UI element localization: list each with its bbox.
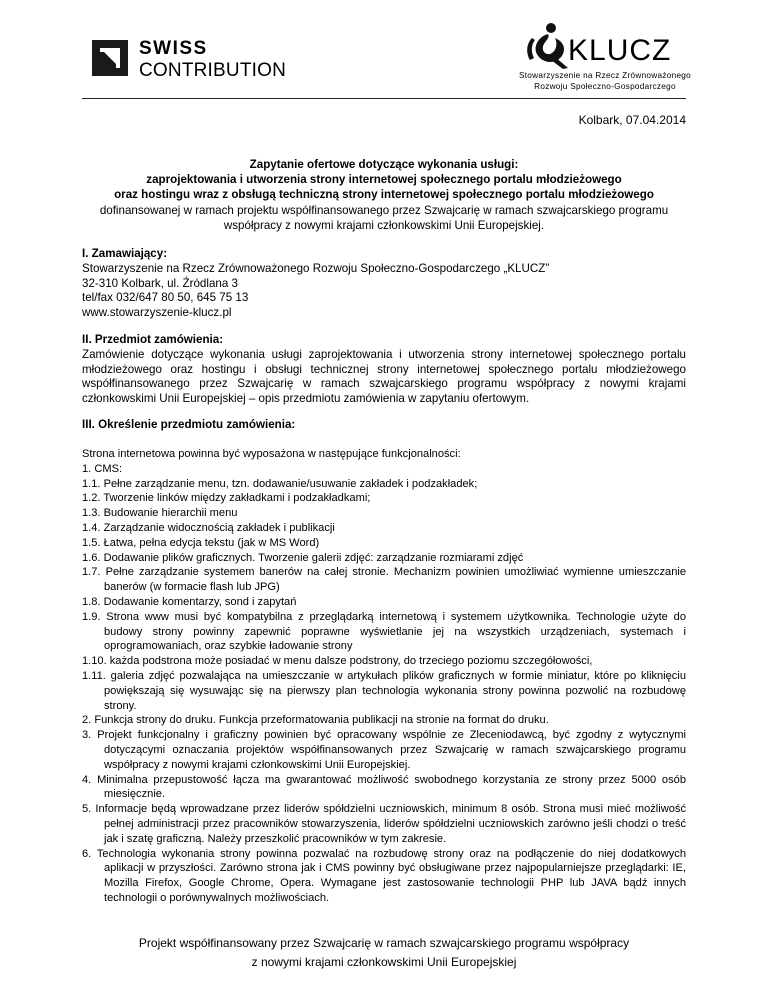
section-2-heading: II. Przedmiot zamówienia: <box>82 333 224 346</box>
footer-line-1: Projekt współfinansowany przez Szwajcarię w ramach szwajcarskiego programu współpracy <box>138 936 630 950</box>
list-item: 2. Funkcja strony do druku. Funkcja przeformatowania publikacji na stronie na format do druku. <box>82 714 549 727</box>
section-1-line: 32-310 Kolbark, ul. Źródlana 3 <box>82 276 238 290</box>
section-1-line: Stowarzyszenie na Rzecz Zrównoważonego Rozwoju Społeczno-Gospodarczego „KLUCZ” <box>82 261 550 275</box>
title-line-1: Zapytanie ofertowe dotyczące wykonania usługi: <box>249 158 519 171</box>
section-przedmiot <box>82 333 686 407</box>
document-date: Kolbark, 07.04.2014 <box>578 113 686 127</box>
list-item: 1.1. Pełne zarządzanie menu, tzn. dodawanie/usuwanie zakładek i podzakładek; <box>82 477 478 490</box>
list-item: 6. Technologia wykonania strony powinna pozwalać na rozbudowę strony oraz na podłączenie do niej dodatkowych aplikacji w przyszłości. Zarówno strona jak i CMS powinny być obsługiwane przez najpopularniejsze przeglądarki: IE, Mozilla Firefox, Google Chrome, Opera. Wymagane jest zastosowanie technologii PHP lub JAVA bądź innych technologii o porównywalnych możliwościach. <box>82 847 686 904</box>
klucz-logo <box>500 22 710 92</box>
list-item: 1.6. Dodawanie plików graficznych. Tworzenie galerii zdjęć: zarządzanie rozmiarami zdjęć <box>82 551 524 564</box>
title-line-2: zaprojektowania i utworzenia strony internetowej społecznego portalu młodzieżowego <box>146 173 622 187</box>
title-line-4: dofinansowanej w ramach projektu współfinansowanego przez Szwajcarię w ramach szwajcarskiego programu współpracy z nowymi krajami członkowskimi Unii Europejskiej. <box>99 203 669 232</box>
section-2-text: Zamówienie dotyczące wykonania usługi zaprojektowania i utworzenia strony internetowej społecznego portalu młodzieżowego oraz hostingu i obsługi technicznej strony internetowej społecznego portalu młodzieżowego współfinansowanego przez Szwajcarię w ramach szwajcarskiego programu współpracy z nowymi krajami członkowskimi Unii Europejskiej – opis przedmiotu zamówienia w zapytaniu ofertowym. <box>82 347 686 406</box>
list-item: 1.4. Zarządzanie widocznością zakładek i publikacji <box>82 521 335 534</box>
section-okreslenie-heading <box>82 418 686 433</box>
list-item: 1.8. Dodawanie komentarzy, sond i zapytań <box>82 595 297 608</box>
section-1-line: tel/fax 032/647 80 50, 645 75 13 <box>82 291 249 305</box>
footer-line-2: z nowymi krajami członkowskimi Unii Europejskiej <box>251 954 517 969</box>
swiss-logo-line2: CONTRIBUTION <box>139 60 287 81</box>
document-title <box>82 157 686 233</box>
klucz-logo-word: KLUCZ <box>568 34 672 67</box>
swiss-contribution-logo <box>92 40 292 84</box>
section-zamawiajacy <box>82 247 686 321</box>
klucz-figure-icon <box>514 22 574 70</box>
list-item: 3. Projekt funkcjonalny i graficzny powinien być opracowany wspólnie ze Zleceniodawcą, być zgodny z wytycznymi dotyczącymi oznaczania projektów współfinansowanych przez Szwajcarię w ramach szwajcarskiego programu współpracy z nowymi krajami członkowskimi Unii Europejskiej. <box>82 729 686 771</box>
list-item: 1.7. Pełne zarządzanie systemem banerów na całej stronie. Mechanizm powinien umożliwiać wymienne umieszczanie banerów (w formacie flash lub JPG) <box>82 566 686 594</box>
list-item: 1.3. Budowanie hierarchii menu <box>82 507 238 520</box>
list-item: 4. Minimalna przepustowość łącza ma gwarantować możliwość swobodnego korzystania ze strony przez 5000 osób miesięcznie. <box>82 773 686 801</box>
title-line-3: oraz hostingu wraz z obsługą techniczną strony internetowej społecznego portalu młodzieżowego <box>114 188 654 202</box>
list-item: 1.2. Tworzenie linków między zakładkami i podzakładkami; <box>82 492 371 505</box>
list-item: 1.11. galeria zdjęć pozwalająca na umieszczanie w artykułach plików graficznych w formie miniatur, które po kliknięciu powiększają się wysuwając się na pierwszy plan technologia wykonania strony powinna pozwolić na rozbudowę strony. <box>82 669 686 712</box>
swiss-logo-line1: SWISS <box>139 38 208 59</box>
section-1-line: www.stowarzyszenie-klucz.pl <box>82 306 232 320</box>
list-item: 5. Informacje będą wprowadzane przez liderów spółdzielni uczniowskich, minimum 8 osób. Strona musi mieć możliwość pełnej administracji przez pracowników stowarzyszenia, liderów spółdzielni uczniowskich zarówno jeśli chodzi o treść jak i szatę graficzną. Należy przeszkolić pracowników w tym zakresie. <box>82 803 686 845</box>
header-divider <box>82 98 686 99</box>
klucz-logo-subtitle-2: Rozwoju Społeczno-Gospodarczego <box>534 82 676 91</box>
swiss-flag-mark-icon <box>92 40 128 76</box>
section-3-heading: III. Określenie przedmiotu zamówienia: <box>82 418 296 431</box>
list-item: 1.9. Strona www musi być kompatybilna z przeglądarką internetową i systemem użytkownika. Technologie użyte do budowy strony powinny zapewnić poprawne wyświetlanie jej na wszystkich urządzeniach, systemach i oprogramowaniach, oraz szybkie ładowanie strony <box>82 610 686 653</box>
document-footer <box>82 934 686 971</box>
list-item: 1.10. każda podstrona może posiadać w menu dalsze podstrony, do trzeciego poziomu szczegółowości, <box>82 655 593 668</box>
section-3-intro: Strona internetowa powinna być wyposażona w następujące funkcjonalności: <box>82 448 461 460</box>
section-1-heading: I. Zamawiający: <box>82 247 168 260</box>
klucz-logo-subtitle-1: Stowarzyszenie na Rzecz Zrównoważonego <box>518 71 692 80</box>
list-item: 1. CMS: <box>82 462 123 475</box>
list-item: 1.5. Łatwa, pełna edycja tekstu (jak w MS Word) <box>82 536 320 549</box>
section-3-list <box>82 447 686 906</box>
